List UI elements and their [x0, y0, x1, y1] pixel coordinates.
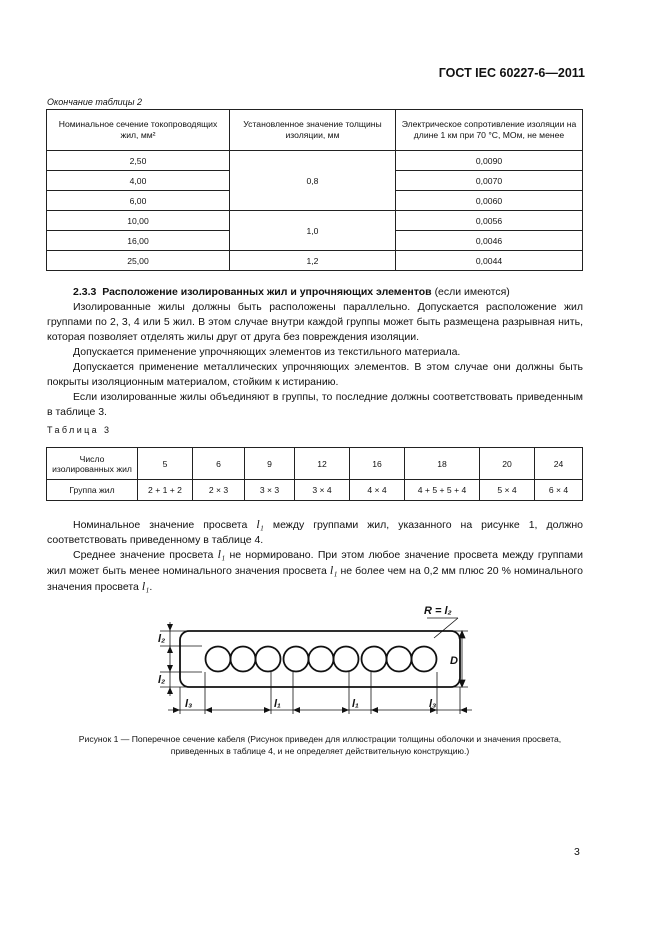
- table3-cell: 6 × 4: [535, 480, 583, 501]
- table-row: [47, 251, 583, 271]
- text-run: между группами жил, указанного на рисунке 1, должно соответствовать приведенному в таблице 4.: [47, 519, 583, 546]
- text-run: не более чем на 0,2 мм плюс 20 % номинального значения просвета: [47, 565, 583, 593]
- section-cell: 10,00: [47, 211, 230, 231]
- section-title: Расположение изолированных жил и упрочняющих элементов: [102, 286, 432, 298]
- paragraph-l1-nominal: [47, 517, 583, 548]
- thickness-cell: 1,2: [230, 251, 396, 271]
- table3-cell: 12: [295, 448, 350, 480]
- table3-caption: Таблица 3: [47, 425, 112, 435]
- table3-cell: 2 + 1 + 2: [138, 480, 193, 501]
- section-cell: 4,00: [47, 171, 230, 191]
- table2-header-section: Номинальное сечение токопроводящих жил, мм²: [47, 110, 230, 151]
- l1-symbol: l₁: [329, 563, 338, 577]
- resistance-cell: 0,0056: [396, 211, 583, 231]
- table-2: [46, 109, 583, 271]
- table3-cell: 24: [535, 448, 583, 480]
- conductor-circle: [256, 647, 281, 672]
- text-run: не нормировано. При этом любое значение просвета между группами жил может быть менее номинального значения просвета: [47, 549, 583, 577]
- resistance-cell: 0,0046: [396, 231, 583, 251]
- text-run: .: [149, 581, 153, 593]
- paragraph: Изолированные жилы должны быть расположены параллельно. Допускается расположение жил группами по 2, 3, 4 или 5 жил. В этом случае внутри каждой группы может быть размещена разрывная нить, которая позволяет отделять жилы друг от друга без повреждения изоляции.: [47, 301, 583, 343]
- text-run: Среднее значение просвета: [73, 549, 218, 561]
- paragraph-l1-mean: [47, 547, 583, 595]
- table3-cell: 2 × 3: [193, 480, 245, 501]
- l1-right-label: l₁: [352, 698, 359, 710]
- l1-left-label: l₁: [274, 698, 281, 710]
- section-heading: [73, 286, 510, 298]
- resistance-cell: 0,0090: [396, 151, 583, 171]
- table3-cell: 6: [193, 448, 245, 480]
- l3-right-label: l₃: [429, 698, 437, 710]
- table3-cell: 5: [138, 448, 193, 480]
- l3-left-label: l₃: [185, 698, 193, 710]
- paragraph: Допускается применение упрочняющих элементов из текстильного материала.: [73, 346, 461, 358]
- l2-bottom-label: l₂: [158, 674, 166, 686]
- table-row: [47, 151, 583, 171]
- page-number: 3: [574, 846, 580, 858]
- table3-cell: 18: [405, 448, 480, 480]
- section-title-note: (если имеются): [434, 286, 510, 298]
- cable-cross-section-figure: [150, 600, 480, 725]
- resistance-cell: 0,0060: [396, 191, 583, 211]
- table3-cell: 4 × 4: [350, 480, 405, 501]
- conductor-circle: [284, 647, 309, 672]
- section-number: 2.3.3: [73, 286, 97, 298]
- conductor-circle: [334, 647, 359, 672]
- conductor-circle: [231, 647, 256, 672]
- table2-header-resistance: Электрическое сопротивление изоляции на длине 1 км при 70 °С, МОм, не менее: [396, 110, 583, 151]
- section-cell: 25,00: [47, 251, 230, 271]
- section-cell: 2,50: [47, 151, 230, 171]
- dimension-arrows: [167, 624, 467, 713]
- l1-symbol: l₁: [141, 579, 150, 593]
- table3-cell: 5 × 4: [480, 480, 535, 501]
- conductor-circle: [309, 647, 334, 672]
- l1-symbol: l₁: [217, 547, 226, 561]
- table3-cell: 3 × 3: [245, 480, 295, 501]
- table-row: [47, 211, 583, 231]
- table3-row-label: Группа жил: [47, 480, 138, 501]
- cable-sheath: [180, 631, 460, 687]
- l2-top-label: l₂: [158, 633, 166, 645]
- table3-cell: 9: [245, 448, 295, 480]
- table3-cell: 3 × 4: [295, 480, 350, 501]
- section-cell: 16,00: [47, 231, 230, 251]
- thickness-cell: 0,8: [230, 151, 396, 211]
- paragraph: Допускается применение металлических упрочняющих элементов. В этом случае они должны быть покрыты изоляционным материалом, стойким к истиранию.: [47, 361, 583, 388]
- conductor-circle: [206, 647, 231, 672]
- resistance-cell: 0,0070: [396, 171, 583, 191]
- resistance-cell: 0,0044: [396, 251, 583, 271]
- conductor-circle: [387, 647, 412, 672]
- thickness-cell: 1,0: [230, 211, 396, 251]
- table2-header-thickness: Установленное значение толщины изоляции, мм: [230, 110, 396, 151]
- section-cell: 6,00: [47, 191, 230, 211]
- table-row: [47, 480, 583, 501]
- figure-caption: Рисунок 1 — Поперечное сечение кабеля (Рисунок приведен для иллюстрации толщины оболочки и значения просвета, приведенных в таблице 4, и не определяет действительную конструкцию.): [78, 734, 562, 756]
- paragraph: Если изолированные жилы объединяют в группы, то последние должны соответствовать приведенным в таблице 3.: [47, 391, 583, 418]
- l1-symbol: l₁: [256, 517, 264, 531]
- table3-cell: 16: [350, 448, 405, 480]
- table3-row-label: Число изолированных жил: [47, 448, 138, 480]
- d-dimension-label: D: [450, 655, 458, 667]
- table3-cell: 4 + 5 + 5 + 4: [405, 480, 480, 501]
- table-row: [47, 448, 583, 480]
- text-run: Номинальное значение просвета: [73, 519, 257, 531]
- r-radius-label: R = l₂: [424, 605, 452, 617]
- table3-cell: 20: [480, 448, 535, 480]
- standard-header: ГОСТ IEC 60227-6—2011: [438, 66, 585, 80]
- conductor-circle: [412, 647, 437, 672]
- table-3: [46, 447, 583, 501]
- conductor-circle: [362, 647, 387, 672]
- table2-caption: Окончание таблицы 2: [47, 97, 142, 107]
